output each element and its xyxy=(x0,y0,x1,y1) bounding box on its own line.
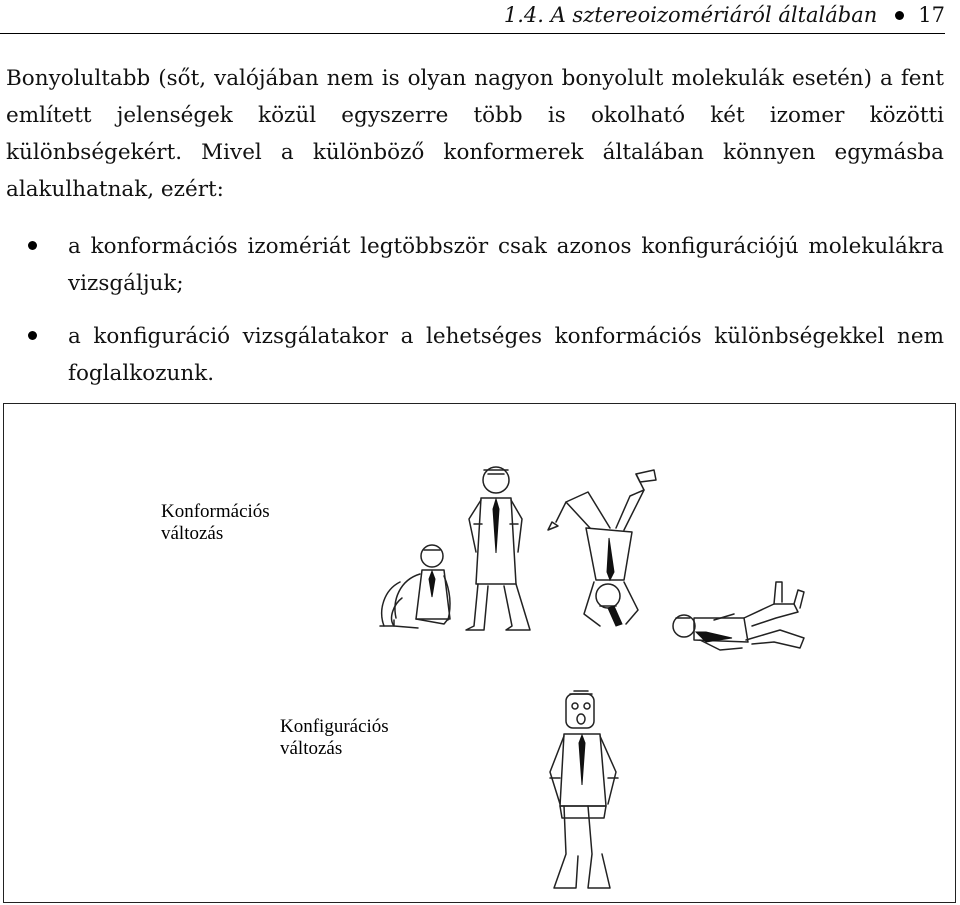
handstand-man-icon xyxy=(548,470,656,626)
figure-drawings xyxy=(4,404,954,901)
caption-line: Konfigurációs xyxy=(280,716,389,737)
bullet-text: a konfiguráció vizsgálatakor a lehetséges konformációs különbségekkel nem foglalkozunk. xyxy=(68,324,944,386)
bullet-icon xyxy=(28,241,37,250)
running-head xyxy=(0,0,945,34)
bullet-icon xyxy=(28,331,37,340)
list-item xyxy=(6,228,944,302)
bullet-text: a konformációs izomériát legtöbbször csak azonos konfigurációjú molekulákra vizsgáljuk; xyxy=(68,234,944,296)
body-paragraph: Bonyolultabb (sőt, valójában nem is olyan nagyon bonyolult molekulák esetén) a fent említett jelenségek közül egyszerre több is okolható két izomer közötti különbségekért. Mivel a különböző konformerek általában könnyen egymásba alakulhatnak, ezért: xyxy=(6,66,944,202)
page-number: 17 xyxy=(918,3,945,27)
bullet-list xyxy=(6,228,944,408)
sitting-man-icon xyxy=(380,545,450,628)
standing-man-icon xyxy=(466,467,530,630)
caption-line: Konformációs xyxy=(161,501,270,522)
caption-line: változás xyxy=(161,523,224,544)
surprised-man-icon xyxy=(550,691,618,888)
separator-dot xyxy=(895,11,904,20)
section-title: 1.4. A sztereoizomériáról általában xyxy=(503,3,878,27)
caption-line: változás xyxy=(280,738,343,759)
lying-man-icon xyxy=(673,582,804,650)
list-item xyxy=(6,318,944,392)
figure-box xyxy=(3,403,956,903)
